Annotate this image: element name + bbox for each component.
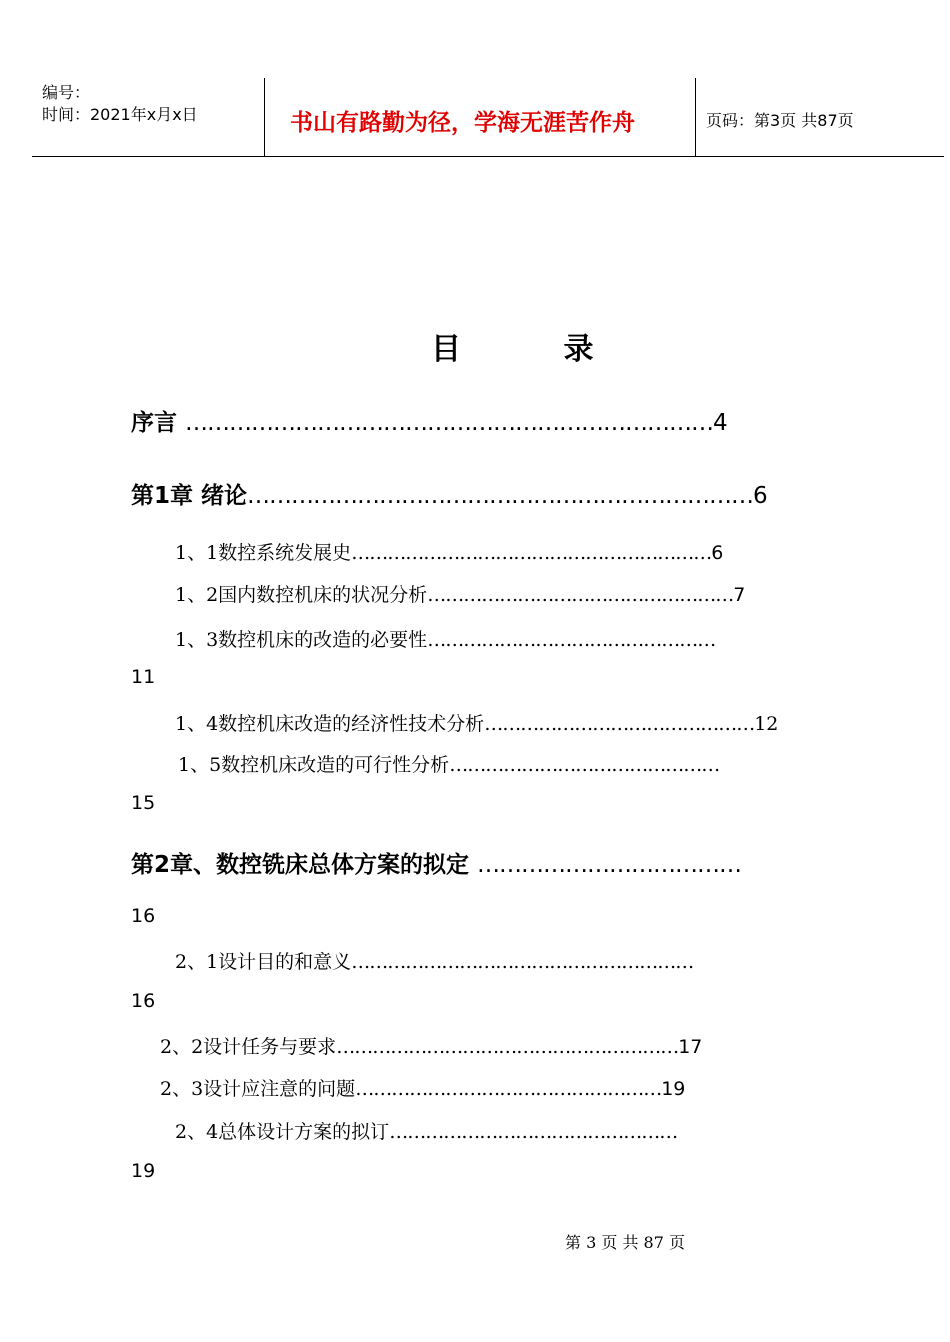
toc-page-wrapped: 19 xyxy=(131,1160,156,1182)
toc-entry-text: 1、4数控机床改造的经济性技术分析 xyxy=(175,713,485,735)
toc-entry-2-1[interactable] xyxy=(175,947,845,974)
toc-entry-text: 2、3设计应注意的问题 xyxy=(160,1078,356,1100)
toc-page: 4 xyxy=(713,410,728,436)
toc-leader: ……………………………………………………………… xyxy=(185,410,714,436)
toc-entry-1-1[interactable] xyxy=(175,538,840,565)
toc-entry-text: 2、2设计任务与要求 xyxy=(160,1036,337,1058)
toc-leader: …………………………………………………… xyxy=(351,542,712,564)
toc-entry-2-2[interactable] xyxy=(160,1032,840,1059)
header-divider-left xyxy=(264,78,265,156)
toc-entry-text: 2、1设计目的和意义 xyxy=(175,951,352,973)
toc-leader: ………………………………………… xyxy=(389,1121,678,1143)
toc-entry-text: 1、2国内数控机床的状况分析 xyxy=(175,584,428,606)
toc-leader: ………………………………………… xyxy=(427,629,716,651)
page-footer: 第 3 页 共 87 页 xyxy=(565,1233,685,1252)
header-page-info: 页码：第3页 共87页 xyxy=(706,111,854,130)
toc-entry-text: 序言 xyxy=(131,410,186,436)
toc-page-wrapped: 16 xyxy=(131,905,156,927)
toc-page: 6 xyxy=(753,483,768,509)
toc-title: 目 录 xyxy=(431,332,640,367)
toc-page-wrapped: 15 xyxy=(131,792,156,814)
toc-entry-text: 1、1数控系统发展史 xyxy=(175,542,352,564)
header-meta xyxy=(42,82,198,126)
toc-leader: …………………………………………… xyxy=(355,1078,662,1100)
toc-entry-1-5[interactable] xyxy=(178,750,845,777)
toc-entry-text: 2、4总体设计方案的拟订 xyxy=(175,1121,390,1143)
toc-page-wrapped: 16 xyxy=(131,990,156,1012)
toc-entry-preface[interactable] xyxy=(131,404,831,437)
toc-page-wrapped: 11 xyxy=(131,666,156,688)
toc-page: 7 xyxy=(733,584,746,606)
toc-entry-1-2[interactable] xyxy=(175,580,840,607)
toc-entry-text: 第2章、数控铣床总体方案的拟定 xyxy=(131,852,478,878)
page-header xyxy=(32,78,944,157)
toc-entry-1-4[interactable] xyxy=(175,709,845,736)
toc-leader: ………………………………………………… xyxy=(351,951,694,973)
toc-leader: …………………………………………………………… xyxy=(247,483,754,509)
document-time: 时间：2021年x月x日 xyxy=(42,105,198,124)
toc-leader: ……………………………………… xyxy=(484,713,755,735)
toc-page: 12 xyxy=(754,713,779,735)
header-motto: 书山有路勤为径，学海无涯苦作舟 xyxy=(290,109,635,136)
toc-entry-chapter-2[interactable] xyxy=(131,846,845,879)
toc-leader: ……………………………………… xyxy=(449,754,720,776)
toc-entry-2-3[interactable] xyxy=(160,1074,840,1101)
document-number-label: 编号： xyxy=(42,83,91,102)
toc-entry-text: 第1章 绪论 xyxy=(131,483,248,509)
toc-entry-chapter-1[interactable] xyxy=(131,477,836,510)
toc-leader: ………………………………………………… xyxy=(336,1036,679,1058)
toc-page: 6 xyxy=(711,542,724,564)
toc-entry-text: 1、5数控机床改造的可行性分析 xyxy=(178,754,450,776)
header-divider-right xyxy=(695,78,696,156)
toc-page: 19 xyxy=(661,1078,686,1100)
toc-leader: ……………………………… xyxy=(477,852,742,878)
toc-entry-2-4[interactable] xyxy=(175,1117,845,1144)
toc-entry-text: 1、3数控机床的改造的必要性 xyxy=(175,629,428,651)
toc-page: 17 xyxy=(678,1036,703,1058)
toc-leader: …………………………………………… xyxy=(427,584,734,606)
toc-entry-1-3[interactable] xyxy=(175,625,845,652)
